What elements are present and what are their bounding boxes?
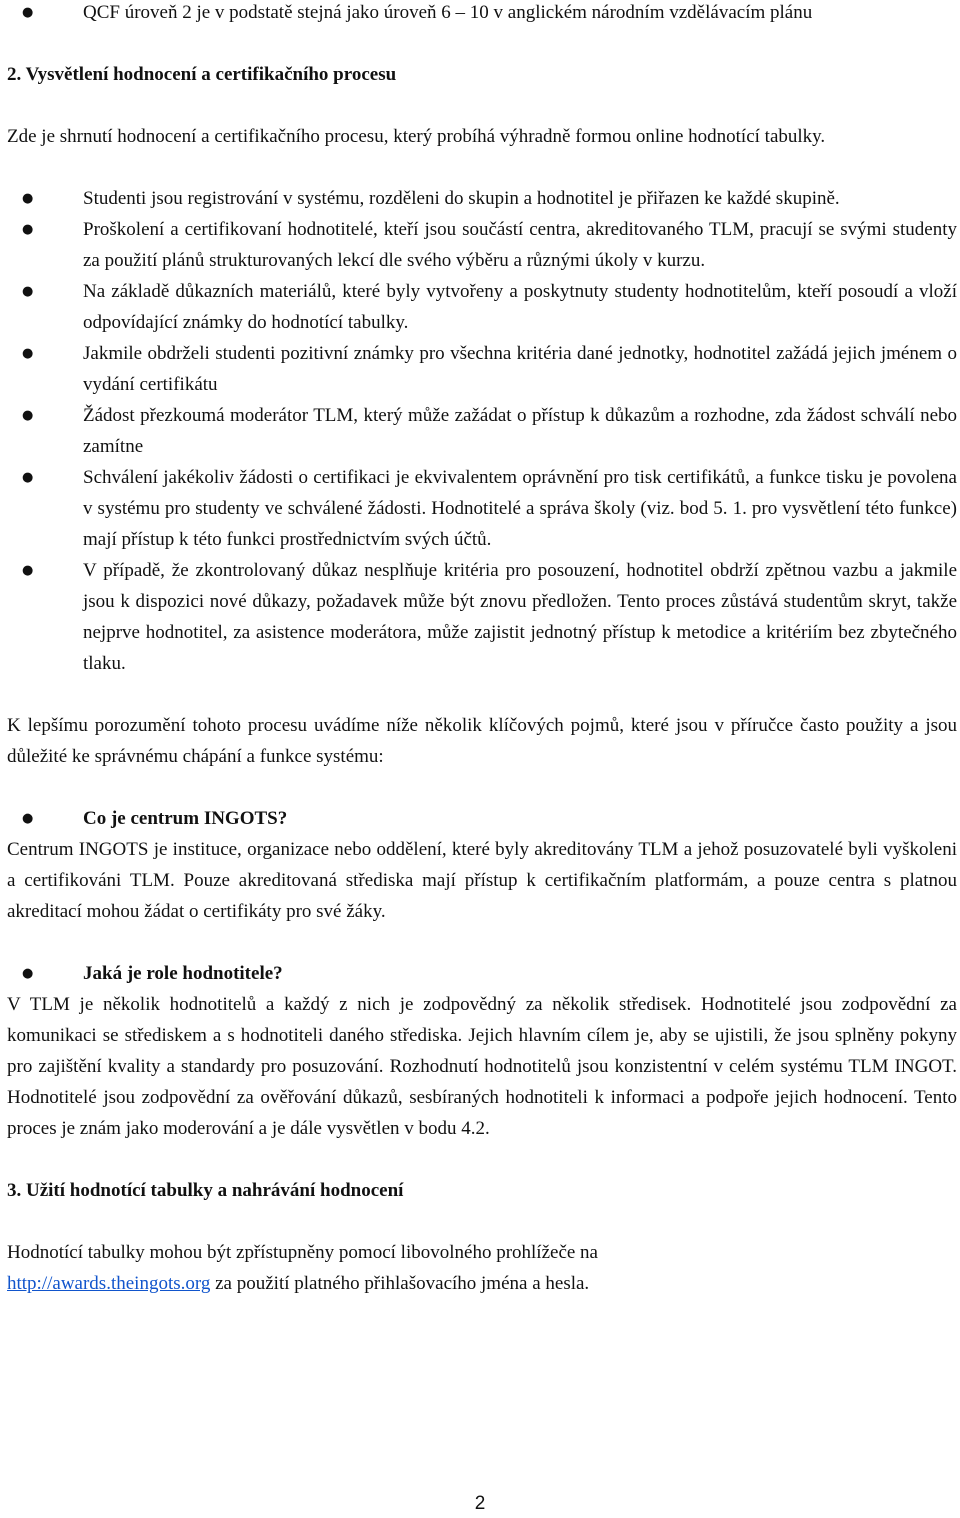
term-1-list (7, 803, 957, 834)
bullet-icon: ● (22, 408, 34, 423)
list-item (7, 803, 957, 834)
list-item (7, 555, 957, 679)
key-terms-intro: K lepšímu porozumění tohoto procesu uvádíme níže několik klíčových pojmů, které jsou v příručce často použity a jsou důležité ke správnému chápání a funkce systému: (7, 715, 957, 767)
bullet-icon: ● (22, 5, 34, 20)
section-3-text-after-link: za použití platného přihlašovacího jména a hesla. (210, 1273, 590, 1294)
term-2-text: V TLM je několik hodnotitelů a každý z nich je zodpovědný za několik středisek. Hodnotitelé jsou zodpovědní za komunikaci se střediskem a s hodnotiteli daného střediska. Jejich hlavním cílem je, aby se ujistili, že jsou splněny pokyny pro zajištění kvality a standardy pro posuzování. Rozhodnutí hodnotitelů jsou konzistentní v celém systému TLM INGOT. Hodnotitelé jsou zodpovědní za ověřování důkazů, sesbíraných hodnotiteli k informaci a podpoře jejich hodnocení. Tento proces je znám jako moderování a je dále vysvětlen v bodu 4.2. (7, 994, 957, 1139)
bullet-icon: ● (22, 191, 34, 206)
bullet-icon: ● (22, 470, 34, 485)
page-content (7, 0, 957, 1299)
list-item (7, 400, 957, 462)
list-item-text: Na základě důkazních materiálů, které byly vytvořeny a poskytnuty studenty hodnotitelům, kteří posoudí a vloží odpovídající známky do hodnotící tabulky. (83, 281, 957, 333)
list-item (7, 183, 957, 214)
list-item-text: Jakmile obdrželi studenti pozitivní známky pro všechna kritéria dané jednotky, hodnotitel zažádá jejich jménem o vydání certifikátu (83, 343, 957, 395)
section-2-heading: 2. Vysvětlení hodnocení a certifikačního procesu (7, 64, 397, 85)
list-item (7, 958, 957, 989)
term-1-title: Co je centrum INGOTS? (83, 808, 288, 829)
process-steps-list (7, 183, 957, 679)
page-number: 2 (474, 1493, 486, 1514)
list-item (7, 462, 957, 555)
top-bullet-list (7, 0, 957, 28)
list-item-text: Studenti jsou registrování v systému, rozděleni do skupin a hodnotitel je přiřazen ke každé skupině. (83, 188, 840, 209)
bullet-icon: ● (22, 346, 34, 361)
term-1-text: Centrum INGOTS je instituce, organizace nebo oddělení, které byly akreditovány TLM a jehož posuzovatelé byli vyškoleni a certifikováni TLM. Pouze akreditovaná střediska mají přístup k certifikačním platformám, a pouze centra s platnou akreditací mohou žádat o certifikáty pro své žáky. (7, 839, 957, 922)
list-item (7, 214, 957, 276)
list-item (7, 276, 957, 338)
bullet-icon: ● (22, 284, 34, 299)
term-2-list (7, 958, 957, 989)
bullet-icon: ● (22, 222, 34, 237)
awards-link[interactable]: http://awards.theingots.org (7, 1273, 211, 1294)
bullet-icon: ● (22, 966, 34, 981)
bullet-icon: ● (22, 563, 34, 578)
section-2-intro: Zde je shrnutí hodnocení a certifikačního procesu, který probíhá výhradně formou online hodnotící tabulky. (7, 126, 826, 147)
list-item (7, 338, 957, 400)
section-3-text-before-link: Hodnotící tabulky mohou být zpřístupněny pomocí libovolného prohlížeče na (7, 1242, 598, 1263)
term-2-title: Jaká je role hodnotitele? (83, 963, 283, 984)
list-item-text: Proškolení a certifikovaní hodnotitelé, kteří jsou součástí centra, akreditovaného TLM, pracují se svými studenty za použití plánů strukturovaných lekcí dle svého výběru a různými úkoly v kurzu. (83, 219, 957, 271)
list-item-text: Žádost přezkoumá moderátor TLM, který může zažádat o přístup k důkazům a rozhodne, zda žádost schválí nebo zamítne (83, 405, 957, 457)
section-3-text (7, 1237, 957, 1299)
section-3-heading: 3. Užití hodnotící tabulky a nahrávání hodnocení (7, 1180, 404, 1201)
bullet-icon: ● (22, 811, 34, 826)
list-item (7, 0, 957, 28)
list-item-text: Schválení jakékoliv žádosti o certifikaci je ekvivalentem oprávnění pro tisk certifikátů, a funkce tisku je povolena v systému pro studenty ve schválené žádosti. Hodnotitelé a správa školy (viz. bod 5. 1. pro vysvětlení této funkce) mají přístup k této funkci prostřednictvím svých účtů. (83, 467, 957, 550)
list-item-text: V případě, že zkontrolovaný důkaz nesplňuje kritéria pro posouzení, hodnotitel obdrží zpětnou vazbu a jakmile jsou k dispozici nové důkazy, požadavek může být znovu předložen. Tento proces zůstává studentům skryt, takže nejprve hodnotitel, za asistence moderátora, může zajistit jednotný přístup k metodice a kritériím bez zbytečného tlaku. (83, 560, 957, 674)
list-item-text: QCF úroveň 2 je v podstatě stejná jako úroveň 6 – 10 v anglickém národním vzdělávacím plánu (83, 2, 813, 23)
